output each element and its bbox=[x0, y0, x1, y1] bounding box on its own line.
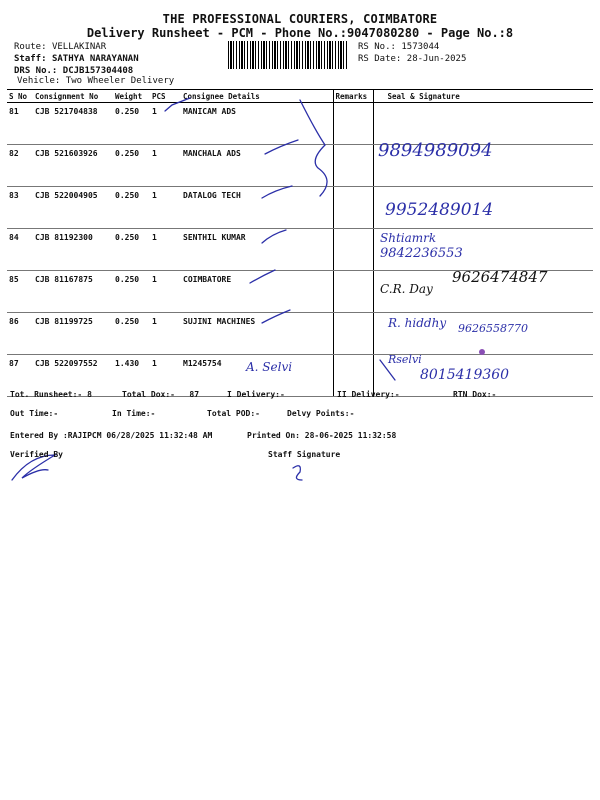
col-remarks: Remarks bbox=[333, 90, 373, 103]
row-consignee: MANCHALA ADS bbox=[181, 145, 333, 187]
staff-value: SATHYA NARAYANAN bbox=[51, 54, 139, 64]
drs-label: DRS No.: bbox=[14, 66, 58, 76]
row-pcs: 1 bbox=[150, 271, 181, 313]
handwritten-signature-84: Shtiamrk bbox=[380, 231, 437, 245]
row-consignee: DATALOG TECH bbox=[181, 187, 333, 229]
row-sno: 83 bbox=[7, 187, 33, 229]
handwritten-phone-87: 8015419360 bbox=[420, 367, 510, 383]
row-weight: 0.250 bbox=[113, 145, 150, 187]
entered-by: Entered By :RAJIPCM 06/28/2025 11:32:48 AM bbox=[10, 431, 213, 440]
vehicle-value: Two Wheeler Delivery bbox=[65, 76, 175, 86]
page-title: THE PROFESSIONAL COURIERS, COIMBATORE bbox=[162, 12, 438, 26]
row-consignment: CJB 521704838 bbox=[33, 103, 113, 145]
handwritten-phone-84: 9842236553 bbox=[380, 246, 463, 261]
col-sno: S No bbox=[7, 90, 33, 103]
rtn-dox: RTN Dox:- bbox=[453, 390, 497, 399]
printed-on: Printed On: 28-06-2025 11:32:58 bbox=[247, 431, 397, 440]
row-sno: 86 bbox=[7, 313, 33, 355]
handwritten-signature-86: R. hiddhy bbox=[388, 316, 447, 330]
row-pcs: 1 bbox=[150, 229, 181, 271]
vehicle-label: Vehicle: bbox=[17, 76, 61, 86]
staff-signature: Staff Signature bbox=[268, 450, 341, 459]
handwritten-signature-85: C.R. Day bbox=[380, 282, 433, 296]
route-value: VELLAKINAR bbox=[51, 42, 107, 52]
drs-value: DCJB157304408 bbox=[62, 66, 134, 76]
verified-by: Verified By bbox=[10, 450, 63, 459]
row-weight: 0.250 bbox=[113, 313, 150, 355]
row-sno: 85 bbox=[7, 271, 33, 313]
row-weight: 0.250 bbox=[113, 103, 150, 145]
route-label: Route: bbox=[14, 42, 47, 52]
staff-label: Staff: bbox=[14, 54, 47, 64]
row-consignment: CJB 81192300 bbox=[33, 229, 113, 271]
row-pcs: 1 bbox=[150, 313, 181, 355]
page-subtitle: Delivery Runsheet - PCM - Phone No.:9047080280 - Page No.:8 bbox=[86, 26, 514, 40]
row-consignee: SENTHIL KUMAR bbox=[181, 229, 333, 271]
col-consignee: Consignee Details bbox=[181, 90, 333, 103]
row-consignment: CJB 522097552 bbox=[33, 355, 113, 397]
tot-runsheet: Tot. Runsheet:- 8 bbox=[10, 390, 92, 399]
row-sno: 81 bbox=[7, 103, 33, 145]
stamp-mark bbox=[479, 349, 485, 355]
row-sno: 82 bbox=[7, 145, 33, 187]
staff-scribble bbox=[293, 466, 302, 480]
row-pcs: 1 bbox=[150, 103, 181, 145]
tick-mark bbox=[262, 230, 286, 243]
tick-mark bbox=[262, 186, 292, 198]
row-consignment: CJB 81167875 bbox=[33, 271, 113, 313]
row-sno: 84 bbox=[7, 229, 33, 271]
delvy-points: Delvy Points:- bbox=[287, 409, 355, 418]
handwritten-phone-83: 9952489014 bbox=[385, 200, 494, 220]
handwritten-phone-86: 9626558770 bbox=[458, 322, 528, 335]
row-consignment: CJB 522004905 bbox=[33, 187, 113, 229]
handwritten-signature-87: Rselvi bbox=[388, 353, 422, 366]
i-delivery: I Delivery:- bbox=[227, 390, 285, 399]
rs-date-value: 28-Jun-2025 bbox=[406, 54, 467, 64]
row-weight: 1.430 bbox=[113, 355, 150, 397]
row-consignee: MANICAM ADS bbox=[181, 103, 333, 145]
in-time: In Time:- bbox=[112, 409, 156, 418]
out-time: Out Time:- bbox=[10, 409, 59, 418]
row-consignee: M1245754 bbox=[181, 355, 333, 397]
row-consignee: COIMBATORE bbox=[181, 271, 333, 313]
ii-delivery: II Delivery:- bbox=[337, 390, 400, 399]
total-pod: Total POD:- bbox=[207, 409, 260, 418]
row-pcs: 1 bbox=[150, 145, 181, 187]
col-pcs: PCS bbox=[150, 90, 181, 103]
row-weight: 0.250 bbox=[113, 229, 150, 271]
tick-mark bbox=[250, 270, 275, 283]
row-pcs: 1 bbox=[150, 355, 181, 397]
row-pcs: 1 bbox=[150, 187, 181, 229]
tick-mark bbox=[265, 140, 298, 154]
col-consignment: Consignment No bbox=[33, 90, 113, 103]
row-consignee: SUJINI MACHINES bbox=[181, 313, 333, 355]
delivery-bracket bbox=[300, 100, 327, 196]
tick-mark bbox=[262, 310, 290, 323]
row-consignment: CJB 81199725 bbox=[33, 313, 113, 355]
col-seal-signature: Seal & Signature bbox=[373, 90, 593, 103]
rs-no-value: 1573044 bbox=[401, 42, 440, 52]
row-weight: 0.250 bbox=[113, 187, 150, 229]
row-consignment: CJB 521603926 bbox=[33, 145, 113, 187]
handwritten-phone-85: 9626474847 bbox=[452, 268, 548, 286]
handwritten-phone-82: 9894989094 bbox=[378, 140, 493, 161]
total-dox: Total Dox:- 87 bbox=[122, 390, 200, 399]
rs-date-label: RS Date: bbox=[358, 54, 402, 64]
handwritten-name-87: A. Selvi bbox=[246, 360, 293, 374]
row-sno: 87 bbox=[7, 355, 33, 397]
col-weight: Weight bbox=[113, 90, 150, 103]
tick-mark bbox=[165, 98, 190, 111]
rs-no-label: RS No.: bbox=[358, 42, 396, 52]
row-weight: 0.250 bbox=[113, 271, 150, 313]
